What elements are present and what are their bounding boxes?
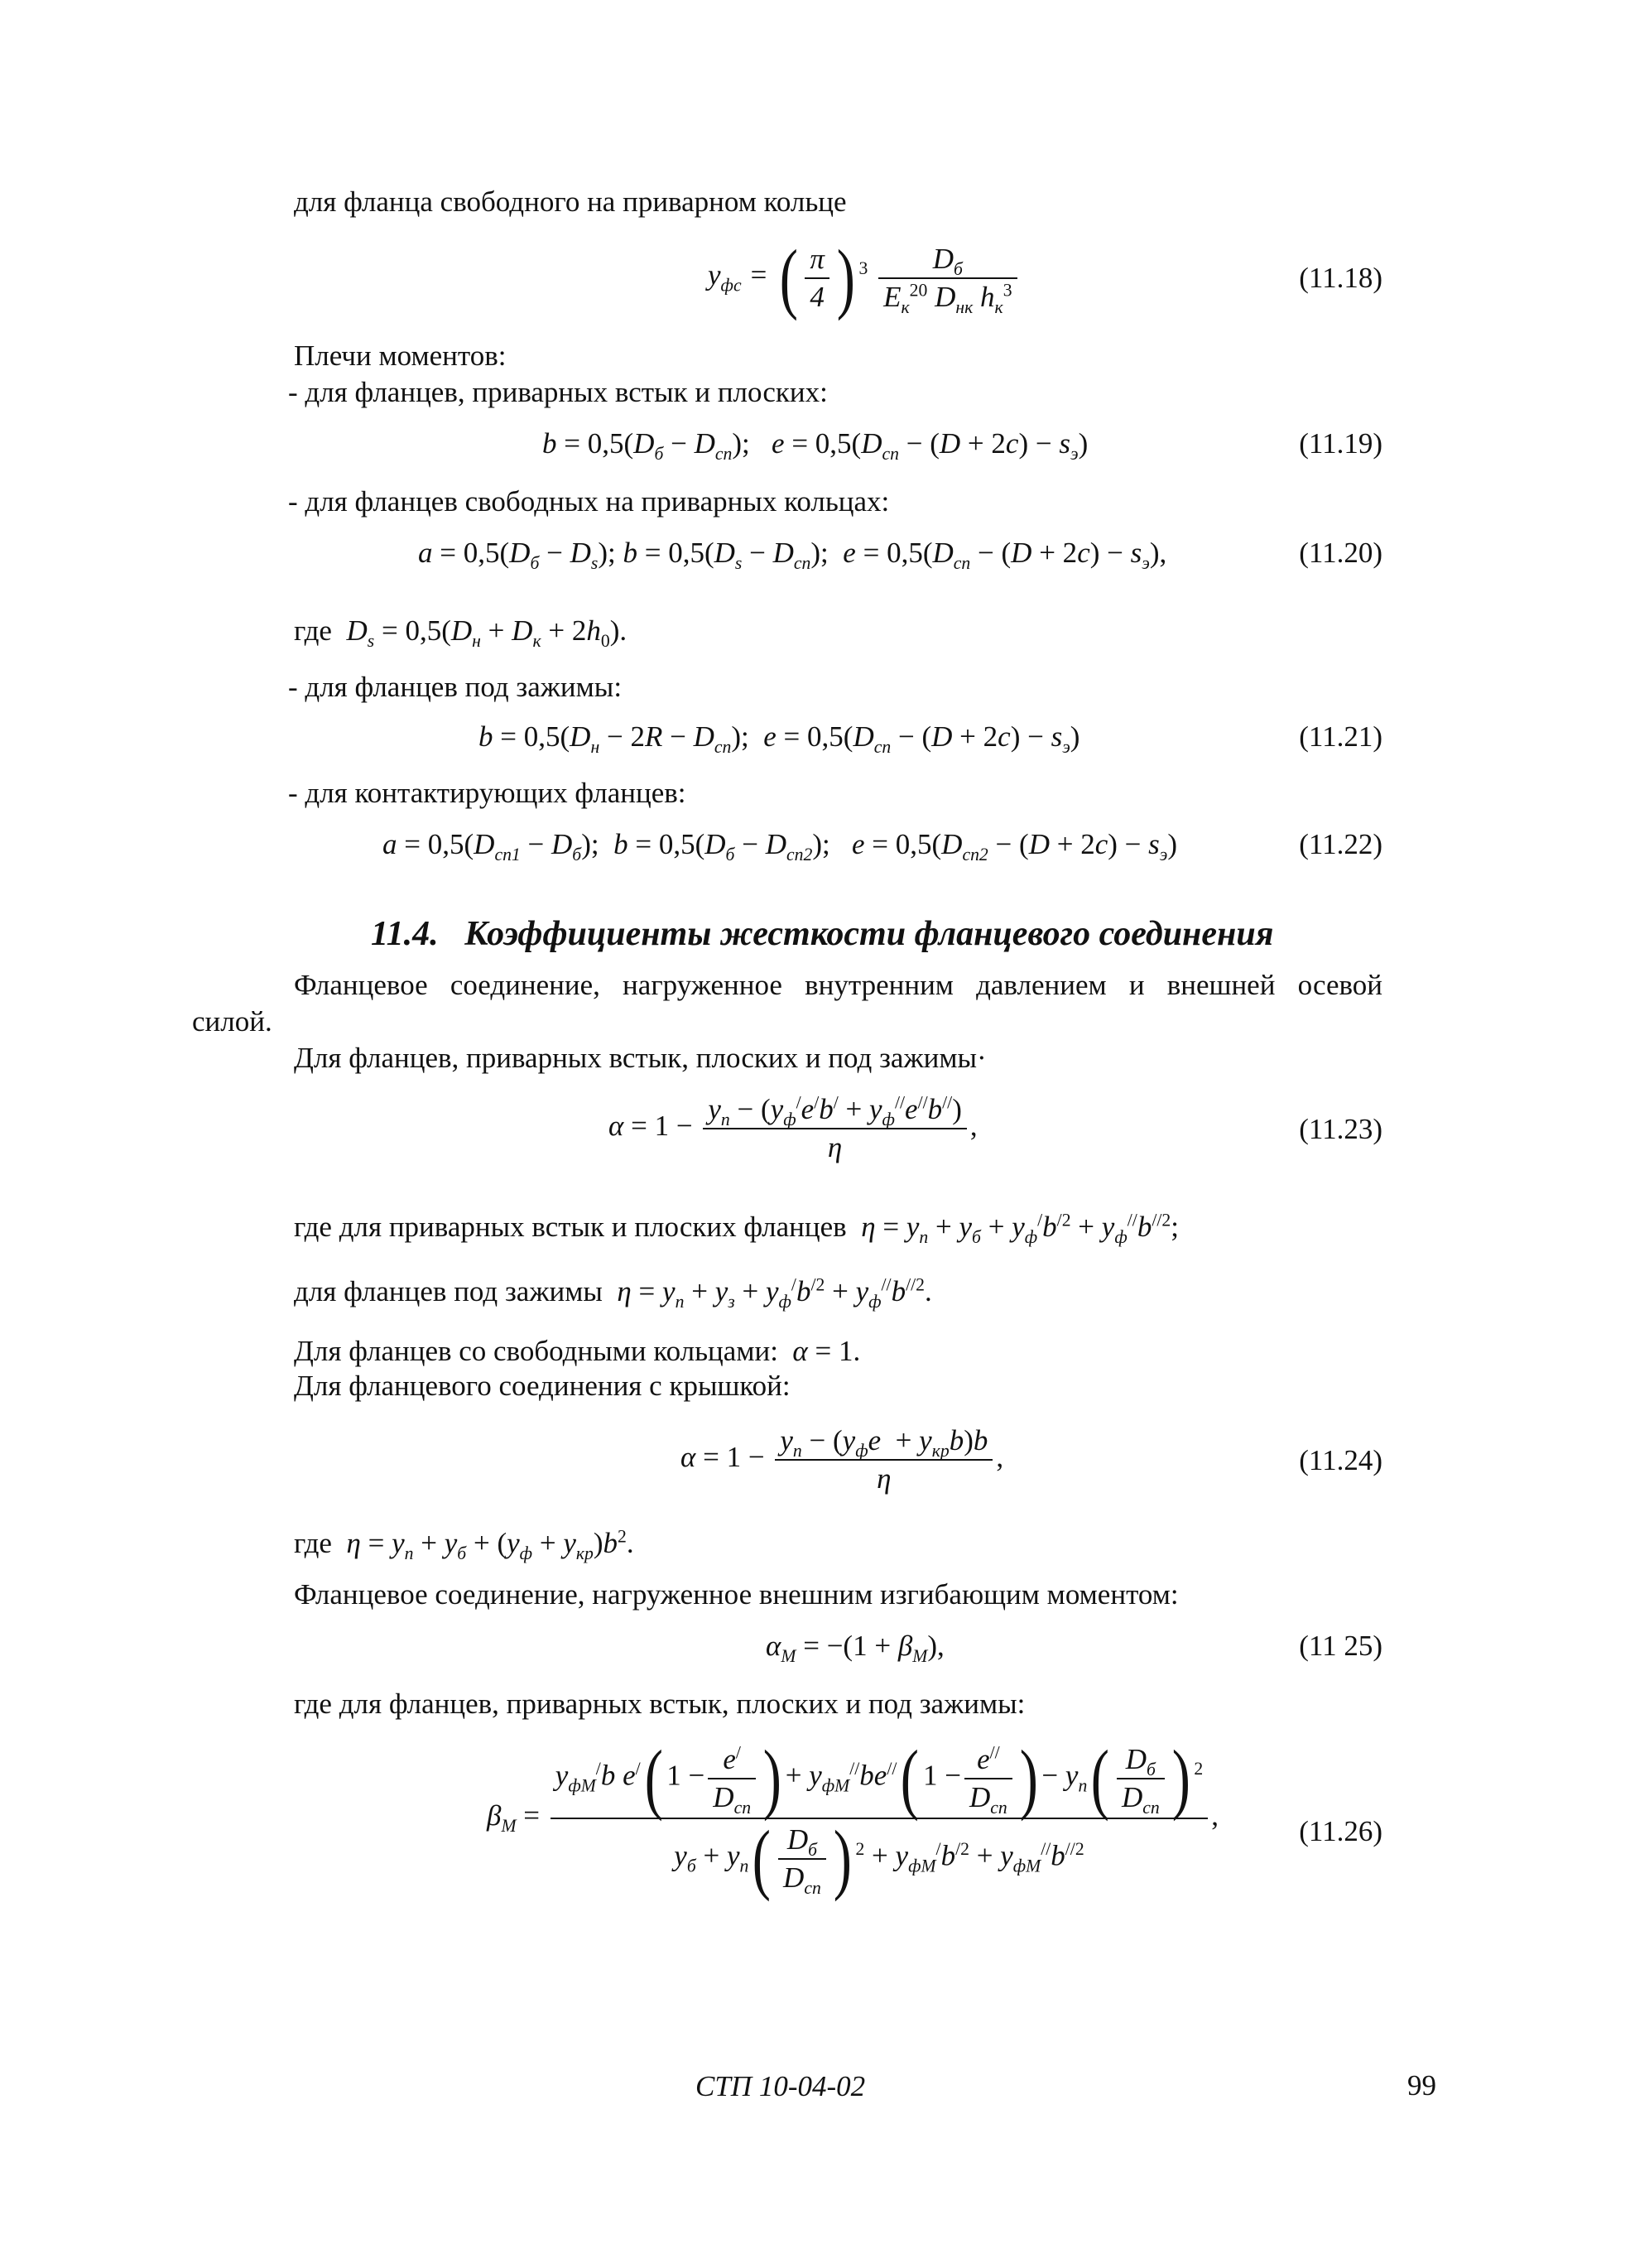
equation-11-23: α = 1 − $\frac{y_п - (y_ф^/e^/b^/ + y_ф^{//}e^{//}b^{//})}{\eta}$ ,: [608, 1092, 978, 1163]
formula-eta: $\eta = y_п + y_б + y_ф^/b^{/2} + y_ф^{//}b^{//2}$;: [853, 1210, 1179, 1247]
formula-ds: $D_s = 0,5(D_н + D_к + 2h_0)$.: [339, 614, 627, 651]
formula-alpha: α = 1.: [785, 1335, 861, 1367]
text-fragment: где для приварных встык и плоских фланцев: [294, 1211, 847, 1243]
equation-number: (11.24): [1299, 1444, 1382, 1476]
text-line: [294, 1209, 1179, 1245]
section-number: 11.4.: [371, 915, 439, 953]
text-where: где: [294, 614, 332, 647]
formula-eta: $\eta = y_п + y_з + y_ф^/b^{/2} + y_ф^{//}b^{//2}$.: [609, 1274, 932, 1312]
text-line: [294, 1333, 860, 1370]
equation-11-22: $a = 0,5(D_{сп1} - D_б)$; $b = 0,5(D_б - D_{сп2})$; $e = 0,5(D_{сп2} - (D + 2c) - s_э)$: [382, 828, 1178, 864]
equation-11-25: $\alpha_М = -(1 + \beta_М)$,: [766, 1630, 945, 1666]
equation-number: (11.19): [1299, 427, 1382, 460]
text-line: [294, 613, 627, 649]
text-line: где для фланцев, приварных встык, плоских и под зажимы:: [294, 1688, 1026, 1720]
text-line: - для контактирующих фланцев:: [288, 777, 686, 809]
text-line: [294, 1274, 932, 1310]
section-heading: [371, 912, 1273, 956]
section-title: Коэффициенты жесткости фланцевого соединения: [464, 915, 1274, 953]
text-line: Для фланцевого соединения с крышкой:: [294, 1370, 791, 1402]
equation-11-26: $\beta_М$ = $y_{фМ}^/b$ e/( 1 − $\frac{e^/}{D_{сп}}$ ) + $y_{фМ}^{//}be^{//}$( 1 − $\frac{e^{//}}{D_{сп}}$ ) − $y_п$( $\frac{D_б}{D_{сп}}$ ) $^2$ $y_б + y_п$( $\frac{D_б}{D_{сп}}$ ) $^2 + y_{фМ}^/b^{/2} + y_{фМ}^{//}b^{//2}$ ,: [487, 1734, 1219, 1902]
text-where: где: [294, 1527, 332, 1559]
equation-number: (11.18): [1299, 262, 1382, 294]
text-line: для фланца свободного на приварном кольце: [294, 185, 847, 218]
text-line: [294, 1525, 634, 1562]
text-fragment: для фланцев под зажимы: [294, 1275, 603, 1307]
page-number: 99: [1407, 2069, 1436, 2102]
equation-number: (11.22): [1299, 828, 1382, 860]
equation-number: (11.26): [1299, 1815, 1382, 1847]
text-line: Для фланцев, приварных встык, плоских и под зажимы·: [294, 1042, 987, 1074]
equation-11-21: $b = 0,5(D_н - 2R - D_{сп})$; $e = 0,5(D_{сп} - (D + 2c) - s_э)$: [478, 720, 1080, 757]
text-line: Фланцевое соединение, нагруженное внутренним давлением и внешней осевой: [294, 969, 1382, 1001]
footer-doc-code: СТП 10-04-02: [695, 2070, 866, 2102]
text-line: - для фланцев под зажимы:: [288, 671, 623, 703]
text-fragment: Для фланцев со свободными кольцами:: [294, 1335, 778, 1367]
equation-11-19: $b = 0,5(D_б - D_{сп})$; $e = 0,5(D_{сп} - (D + 2c) - s_э)$: [542, 427, 1089, 464]
text-line: - для фланцев, приварных встык и плоских:: [288, 376, 828, 408]
equation-11-24: α = 1 − $\frac{y_п - (y_фe + y_{кр}b)b}{\eta}$ ,: [680, 1424, 1004, 1495]
equation-11-18: $y_{фс}$ = ( $\frac{\pi}{4}$ ) $^3$ $\frac{D_б}{E_к^{20} D_{нк} h_к^3}$: [708, 238, 1021, 317]
equation-number: (11.20): [1299, 537, 1382, 569]
text-line: силой.: [192, 1005, 272, 1038]
text-line: - для фланцев свободных на приварных кольцах:: [288, 485, 890, 518]
equation-11-20: $a = 0,5(D_б - D_s)$; $b = 0,5(D_s - D_{сп})$; $e = 0,5(D_{сп} - (D + 2c) - s_э)$,: [418, 537, 1167, 573]
text-line: Фланцевое соединение, нагруженное внешним изгибающим моментом:: [294, 1578, 1179, 1611]
equation-number: (11.21): [1299, 720, 1382, 753]
equation-number: (11.23): [1299, 1113, 1382, 1145]
equation-number: (11 25): [1299, 1630, 1382, 1662]
text-line: Плечи моментов:: [294, 339, 507, 372]
formula-eta: $\eta = y_п + y_б + (y_ф + y_{кр})b^2$.: [339, 1526, 634, 1563]
